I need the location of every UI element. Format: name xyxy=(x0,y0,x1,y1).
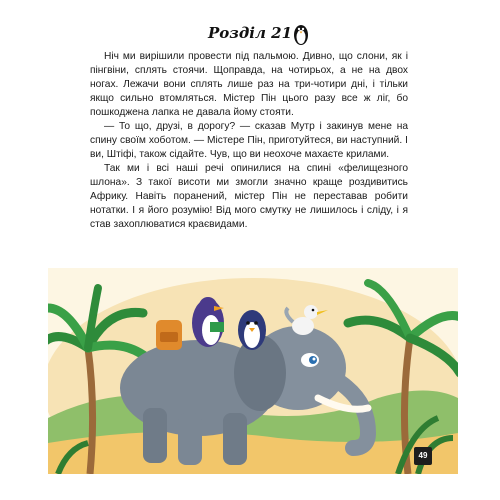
paragraph-2: — То що, друзі, в дорогу? — сказав Мутр і закинув мене на спину своїм хоботом. — Містере Пін, приготуйтеся, ви наступний. І ви, Штіфі, також сідайте. Чув, що ви неохоче махаєте крилами. xyxy=(90,121,408,160)
chapter-header xyxy=(0,22,500,50)
chapter-title: Розділ 21 xyxy=(207,24,293,42)
penguin-icon xyxy=(291,22,311,46)
elephant-illustration xyxy=(48,268,458,474)
paragraph-3: Так ми і всі наші речі опинилися на спині «фелищезного шлона». З такої висоти ми змогли значно краще роздивитись Африку. Навіть поранений, містер Пін не переставав робити нотатки. І я його розумію! Від мого смутку не лишилось і сліду, і я став захоплюватися краєвидами. xyxy=(90,163,408,230)
backpack xyxy=(156,320,182,350)
paragraph-1: Ніч ми вирішили провести під пальмою. Дивно, що слони, як і пінгвіни, сплять стоячи. Щоправда, на чотирьох, а не на двох ногах. Лежачи вони сплять лише раз на три-чотири дні, і тільки якщо сильно втомляться. Містер Пін цього разу все ж ліг, бо пошкоджена лапка не давала йому стояти. xyxy=(90,51,408,118)
penguin-small xyxy=(238,310,266,350)
page-number: 49 xyxy=(414,447,432,465)
story-text xyxy=(90,50,408,232)
